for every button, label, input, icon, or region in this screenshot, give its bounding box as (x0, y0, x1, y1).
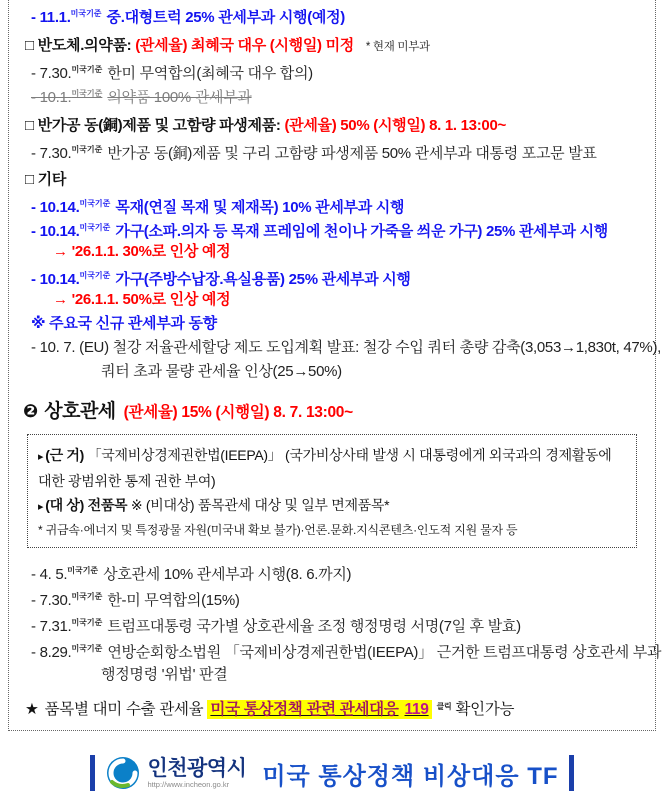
header-title: 기타 (37, 171, 67, 188)
notice-post-text: 확인가능 (455, 701, 515, 718)
line-text: 한미 무역합의(최혜국 대우 합의) (107, 65, 313, 82)
arrow-icon: → (53, 291, 68, 308)
header-title: 반가공 동(銅)제품 및 고함량 파생제품: (37, 117, 281, 134)
target-line (38, 493, 626, 519)
incheon-logo-icon (105, 755, 141, 791)
tariff-rate-red: (관세율) 최혜국 대우 (시행일) 미정 (135, 37, 354, 54)
date-prefix: - 7.30. (31, 145, 72, 162)
click-note: 클릭 (436, 702, 452, 711)
basis-text: 「국제비상경제권한법(IEEPA)」 (국가비상사태 발생 시 대통령에게 외국과의 경제활동에 대한 광범위한 통제 권한 부여) (38, 447, 612, 489)
us-basis-superscript: 미국기준 (71, 644, 103, 653)
tf-title: 미국 통상정책 비상대응 TF (262, 762, 559, 790)
line-eu-steel-2 (9, 360, 655, 384)
circled-number-2-icon: ❷ (23, 401, 39, 421)
line-text: 의약품 100% 관세부과 (107, 89, 252, 106)
reference-marker-icon: ※ (31, 315, 46, 332)
line-text: 중.대형트럭 25% 관세부과 시행(예정) (106, 9, 345, 26)
line-text: 행정명령 '위법' 판결 (101, 666, 228, 683)
arrow-icon: → (53, 243, 68, 260)
tariff-check-notice (9, 694, 655, 720)
us-basis-superscript: 미국기준 (70, 9, 102, 18)
line-text: 연방순회항소법원 「국제비상경제권한법(IEEPA)」 근거한 트럼프대통령 상호관세 부과 (107, 644, 662, 661)
line-text: '26.1.1. 50%로 인상 예정 (71, 291, 231, 308)
line-hanmi-agreement (9, 58, 655, 82)
target-rest-text: ※ (비대상) 품목관세 대상 및 일부 면제품목* (130, 497, 390, 513)
us-basis-superscript: 미국기준 (71, 89, 103, 98)
line-furniture-sofa-tariff (9, 216, 655, 240)
line-text: 한-미 무역합의(15%) (107, 592, 240, 609)
line-wood-tariff (9, 192, 655, 216)
header-semiconductor-pharma (9, 34, 655, 58)
footnote-text: * 귀금속·에너지 및 특정광물 자원(미국내 확보 불가)·언론.문화.지식콘텐츠·인도적 지원 물자 등 (38, 523, 518, 537)
basis-label: (근 거) (45, 447, 84, 463)
line-text: - 10. 7. (EU) 철강 저율관세할당 제도 도입계획 발표: 철강 수입 쿼터 총량 감축(3,053→1,830t, 47%), (31, 339, 662, 356)
header-copper-products (9, 114, 655, 138)
line-major-country-trend (9, 312, 655, 336)
date-prefix: - 10.14. (31, 199, 80, 216)
triangle-bullet-icon: ▸ (38, 451, 44, 463)
line-pharma-strikethrough (9, 82, 655, 106)
highlight-number: 119 (404, 701, 429, 718)
line-hanmi-15pct (9, 584, 655, 610)
us-basis-superscript: 미국기준 (79, 199, 111, 208)
line-text: 가구(소파.의자 등 목재 프레임에 천이나 가죽을 씌운 가구) 25% 관세부과 시행 (115, 223, 608, 240)
line-appeals-court-ruling (9, 636, 662, 662)
us-basis-superscript: 미국기준 (79, 271, 111, 280)
date-prefix: - 10.14. (31, 223, 80, 240)
highlight-text: 미국 통상정책 관련 관세대응 (210, 701, 399, 718)
line-text: 쿼터 초과 물량 관세율 인상(25→50%) (101, 363, 342, 380)
line-text: 가구(주방수납장.욕실용품) 25% 관세부과 시행 (115, 271, 411, 288)
date-prefix: - 4. 5. (31, 566, 68, 583)
date-prefix: - 11.1. (31, 9, 71, 26)
square-bullet-icon: □ (25, 37, 34, 54)
line-text: 상호관세 10% 관세부과 시행(8. 6.까지) (103, 566, 352, 583)
basis-line (38, 443, 626, 493)
date-prefix: - 7.30. (31, 65, 72, 82)
line-truck-tariff (9, 2, 655, 26)
tariff-rate-red: (관세율) 15% (시행일) 8. 7. 13:00~ (123, 404, 353, 421)
star-icon: ★ (25, 701, 39, 718)
exemption-footnote (38, 519, 626, 541)
target-bold-text: 전품목 (87, 497, 128, 513)
footer-banner (0, 755, 664, 791)
line-text: 트럼프대통령 국가별 상호관세율 조정 행정명령 서명(7일 후 발효) (107, 618, 521, 635)
us-basis-superscript: 미국기준 (79, 223, 111, 232)
incheon-org-block (147, 758, 246, 789)
square-bullet-icon: □ (25, 171, 34, 188)
line-increase-50pct (9, 288, 655, 312)
tariff-document (8, 0, 662, 731)
date-prefix: - 7.30. (31, 592, 72, 609)
line-ruling-continuation (9, 662, 655, 688)
tariff-response-119-link[interactable] (207, 700, 431, 719)
target-label: (대 상) (45, 497, 84, 513)
header-note: * 현재 미부과 (365, 41, 430, 53)
date-prefix: - 10.1. (31, 89, 72, 106)
line-furniture-kitchen-tariff (9, 264, 655, 288)
incheon-city-name: 인천광역시 (147, 756, 247, 780)
line-text: 목재(연질 목재 및 제재목) 10% 관세부과 시행 (115, 199, 405, 216)
us-basis-superscript: 미국기준 (71, 618, 103, 627)
line-text: '26.1.1. 30%로 인상 예정 (71, 243, 231, 260)
us-basis-superscript: 미국기준 (71, 592, 103, 601)
line-reciprocal-10pct (9, 558, 655, 584)
us-basis-superscript: 미국기준 (71, 65, 103, 74)
left-bar-decoration (90, 755, 95, 791)
date-prefix: - 8.29. (31, 644, 72, 661)
line-eu-steel-1 (9, 336, 662, 360)
header-etc (9, 168, 655, 192)
header-title: 반도체.의약품: (37, 37, 132, 54)
line-text: 주요국 신규 관세부과 동향 (49, 315, 217, 332)
us-basis-superscript: 미국기준 (71, 145, 103, 154)
incheon-url: http://www.incheon.go.kr (147, 779, 230, 789)
us-basis-superscript: 미국기준 (67, 566, 99, 575)
line-increase-30pct (9, 240, 655, 264)
triangle-bullet-icon: ▸ (38, 501, 44, 513)
notice-pre-text: 품목별 대미 수출 관세율 (44, 701, 204, 718)
section-title: 상호관세 (44, 401, 116, 422)
line-trump-executive-order (9, 610, 655, 636)
date-prefix: - 7.31. (31, 618, 72, 635)
tariff-rate-red: (관세율) 50% (시행일) 8. 1. 13:00~ (284, 117, 506, 134)
right-bar-decoration (569, 755, 574, 791)
line-text: 반가공 동(銅)제품 및 구리 고함량 파생제품 50% 관세부과 대통령 포고문 발표 (107, 145, 597, 162)
legal-basis-box (27, 434, 637, 548)
square-bullet-icon: □ (25, 117, 34, 134)
section2-reciprocal-tariff-header (9, 396, 655, 426)
line-copper-detail (9, 138, 655, 162)
date-prefix: - 10.14. (31, 271, 80, 288)
